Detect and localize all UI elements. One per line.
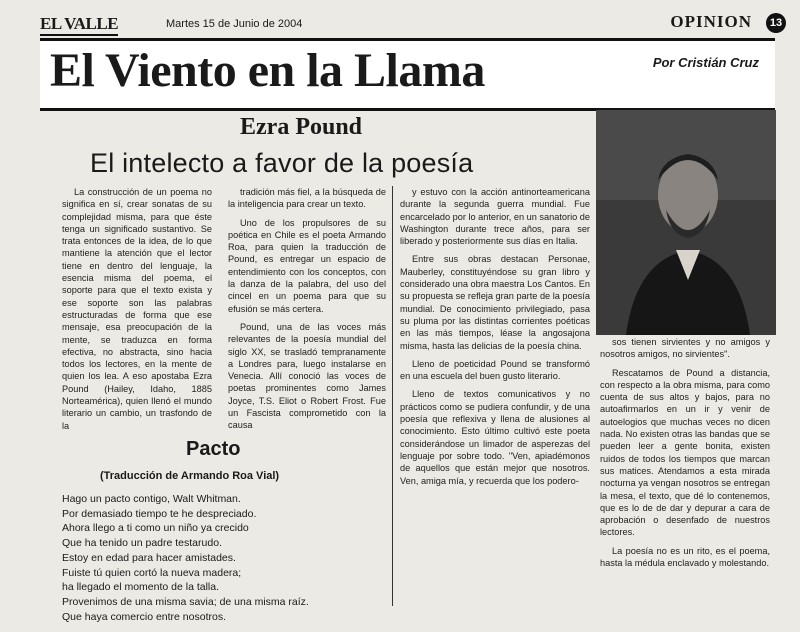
column-banner	[40, 38, 775, 111]
issue-date: Martes 15 de Junio de 2004	[166, 18, 303, 30]
column-divider	[392, 186, 393, 606]
paragraph: sos tienen sirvientes y no amigos y nosotros amigos, no sirvientes".	[600, 337, 770, 360]
poem-line: Que haya comercio entre nosotros.	[62, 610, 227, 623]
article-column-3	[400, 186, 590, 606]
poem-line: Provenimos de una misma savia; de una misma raíz.	[62, 595, 309, 608]
paragraph: La poesía no es un rito, es el poema, hasta la médula enclavado y molestando.	[600, 545, 770, 569]
poem-line: Por demasiado tiempo te he despreciado.	[62, 507, 257, 520]
article-column-4	[600, 336, 770, 616]
paragraph: Uno de los propulsores de su poética en Chile es el poeta Armando Roa, para quien la traducción de Pound, es entregar un espacio de entendimiento con los conceptos, con la danza de la palabra, del uso del cincel en un poema para que su efusión se más certera.	[228, 217, 386, 314]
paragraph: tradición más fiel, a la búsqueda de la inteligencia para crear un texto.	[228, 187, 386, 210]
masthead	[40, 12, 786, 34]
paragraph: Pound, una de las voces más relevantes de la poesía mundial del siglo XX, se trasladó tempranamente a Londres para, luego instalarse en Venecia. Allí conoció las voces de poetas prominentes como James Joyce, T.S. Eliot o Robert Frost. Fue un Fascista comprometido con la causa	[228, 321, 386, 431]
page-number-badge: 13	[766, 13, 786, 33]
author-portrait-photo	[596, 110, 776, 335]
portrait-illustration	[596, 110, 776, 335]
paragraph: y estuvo con la acción antinorteamericana durante la segunda guerra mundial. Fue encarcelado por lo anterior, en un sanatorio de Washington durante trece años, para ser liberado y posteriormente sus días en Italia.	[400, 187, 591, 247]
paragraph: Lleno de textos comunicativos y no prácticos como se pudiera confundir, y de una poesía que reflexiva y llena de alusiones al conocimiento. Esto último cultivó este poeta considerándose un limador de asperezas del lenguaje por sobre todo. "Ven, apiadémonos de aquellos que están mejor que nosotros. Ven, amiga mía, y recuerda que los podero-	[400, 389, 590, 486]
poem-body	[62, 492, 392, 624]
column-title: El Viento en la Llama	[50, 44, 485, 97]
article-column-2	[228, 186, 386, 431]
article-subject: Ezra Pound	[240, 114, 363, 140]
byline: Por Cristián Cruz	[652, 55, 759, 70]
poem-line: Hago un pacto contigo, Walt Whitman.	[62, 493, 241, 505]
newspaper-logo: EL VALLE	[40, 14, 118, 36]
poem-line: ha llegado el momento de la talla.	[62, 581, 220, 594]
article-headline: El intelecto a favor de la poesía	[90, 148, 474, 178]
paragraph: Entre sus obras destacan Personae, Mauberley, constituyéndose su gran libro y considerado una obra maestra Los Cantos. En su propuesta se refleja gran parte de la poesía mundial. De conocimiento privilegiado, pasa su pluma por las distintas corrientes poéticas en las más tiempos, léase la angosajona misma, hasta las delicias de la poesía china.	[400, 254, 590, 351]
paragraph: La construcción de un poema no significa en sí, crear sonatas de su complejidad misma, para que éste tenga un significado sustantivo. Se trata entonces de la idea, de lo que mantiene la atención que el lector tiene en dentro del lenguaje, la esencia misma del poema, el soporte para que el texto exista y ese soporte son las palabras estructuradas de forma que ese mensaje, esa preocupación de la mente, se traduzca en forma efectiva, no abstracta, sino hacia todos los lectores, en la mente de quien los lea. A eso apostaba Ezra Pound (Hailey, Idaho, 1885 Norteamérica), quien llenó el mundo literario un cambio, un trasfondo de la	[62, 187, 212, 431]
poem-line: Estoy en edad para hacer amistades.	[62, 551, 236, 564]
article-column-1	[62, 186, 212, 431]
poem-line: Que ha tenido un padre testarudo.	[62, 537, 222, 550]
poem-translation-credit: (Traducción de Armando Roa Vial)	[100, 470, 280, 482]
poem-title: Pacto	[186, 438, 241, 460]
paragraph: Rescatamos de Pound a distancia, con respecto a la obra misma, para como cuenta de sus altos y bajos, para no autoafirmarlos en un ir y venir de autoelogios que muchas veces no dicen nada. No existen otras las bandas que se pueden leer a gente bonita, existen ruidos de todos los tiempos que marcan sus matices. Atendamos a esta mirada nocturna ya vengan nosotros se entregan la mesa, el texto, que dé lo contenemos, que es lo de de dar y depurar a cara de aprobación o desenfado de nuestros lectores.	[600, 367, 770, 538]
section-title: OPINION	[670, 12, 752, 31]
poem-line: Ahora llego a ti como un niño ya crecido	[62, 522, 249, 535]
poem-line: Fuiste tú quien cortó la nueva madera;	[62, 566, 242, 579]
paragraph: Lleno de poeticidad Pound se transformó en una escuela del buen gusto literario.	[400, 358, 590, 382]
